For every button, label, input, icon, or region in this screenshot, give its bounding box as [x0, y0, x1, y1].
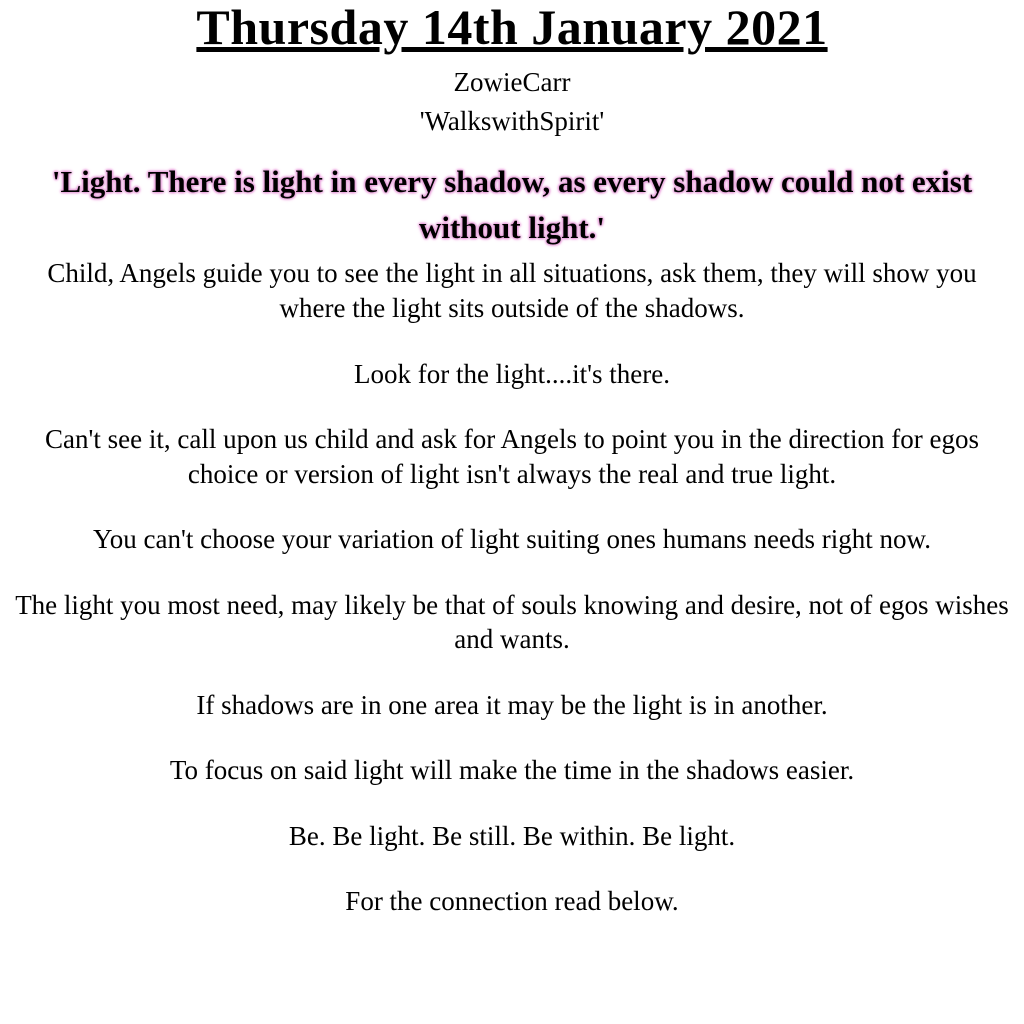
paragraph: To focus on said light will make the time in the shadows easier.	[169, 755, 855, 786]
paragraph: Be. Be light. Be still. Be within. Be light.	[288, 820, 736, 851]
message-body	[10, 256, 1014, 919]
author-alias: 'WalkswithSpirit'	[419, 106, 605, 137]
paragraph: For the connection read below.	[345, 886, 679, 917]
paragraph: If shadows are in one area it may be the light is in another.	[196, 689, 828, 720]
author-name: ZowieCarr	[453, 67, 571, 97]
author-block	[10, 63, 1014, 141]
paragraph: Can't see it, call upon us child and ask for Angels to point you in the direction for egos choice or version of light isn't always the real and true light.	[45, 424, 979, 489]
paragraph: The light you most need, may likely be that of souls knowing and desire, not of egos wishes and wants.	[15, 589, 1009, 655]
paragraph: You can't choose your variation of light suiting ones humans needs right now.	[92, 524, 931, 555]
page-title-text: Thursday 14th January 2021	[196, 0, 828, 55]
highlighted-quote: 'Light. There is light in every shadow, as every shadow could not exist without light.'	[51, 164, 973, 245]
page-title	[10, 0, 1014, 53]
paragraph: Look for the light....it's there.	[353, 358, 671, 389]
paragraph: Child, Angels guide you to see the light in all situations, ask them, they will show you where the light sits outside of the shadows.	[47, 258, 977, 323]
